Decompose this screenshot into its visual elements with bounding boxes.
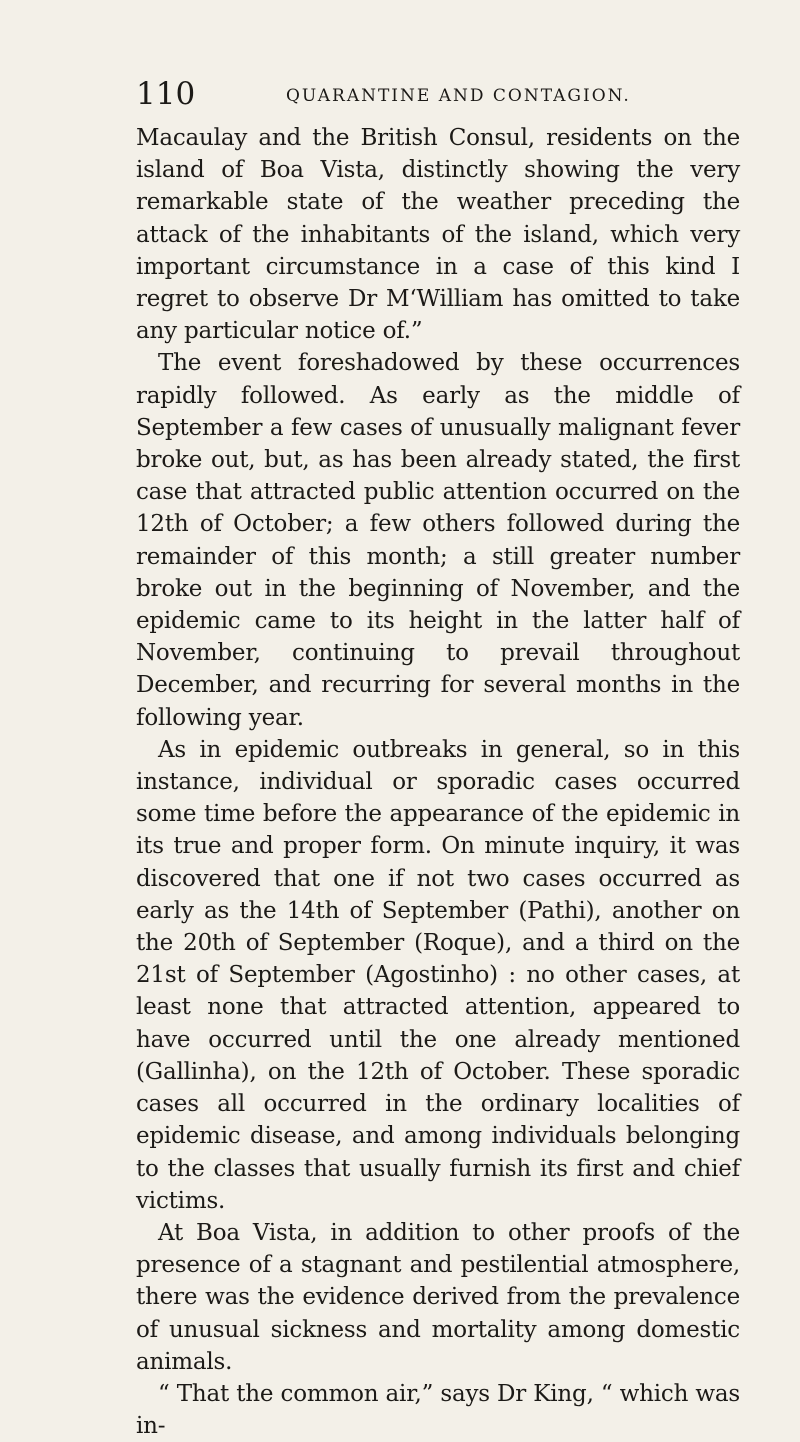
paragraph-dr-king-quote: “ That the common air,” says Dr King, “ which was in- [136,1380,740,1440]
paragraph-quote-continuation: Macaulay and the British Consul, residents on the island of Boa Vista, distinctly showing the very remarkable state of the weather preceding the attack of the inhabitants of the island, which very important circumstance in a case of this kind I regret to observe Dr M‘William has omitted to take any particular notice of.” [136,125,740,345]
body-text [136,122,740,1442]
paragraph-fever-outbreak: The event foreshadowed by these occurrences rapidly followed. As early as the middle of September a few cases of unusually malignant fever broke out, but, as has been already stated, the first case that attracted public attention occurred on the 12th of October; a few others followed during the remainder of this month; a still greater number broke out in the beginning of November, and the epidemic came to its height in the latter half of November, continuing to prevail throughout December, and recurring for several months in the following year. [136,350,740,731]
page-number: 110 [136,76,196,112]
running-title: QUARANTINE AND CONTAGION. [286,86,631,106]
paragraph-domestic-animals: At Boa Vista, in addition to other proofs of the presence of a stagnant and pestilential atmosphere, there was the evidence derived from the prevalence of unusual sickness and mortality among domestic animals. [136,1219,740,1375]
paragraph-sporadic-cases: As in epidemic outbreaks in general, so in this instance, individual or sporadic cases occurred some time before the appearance of the epidemic in its true and proper form. On minute inquiry, it was discovered that one if not two cases occurred as early as the 14th of September (Pathi), another on the 20th of September (Roque), and a third on the 21st of September (Agostinho) : no other cases, at least none that attracted attention, appeared to have occurred until the one already mentioned (Gallinha), on the 12th of October. These sporadic cases all occurred in the ordinary localities of epidemic disease, and among individuals belonging to the classes that usually furnish its first and chief victims. [136,736,740,1214]
page-header [0,74,800,114]
